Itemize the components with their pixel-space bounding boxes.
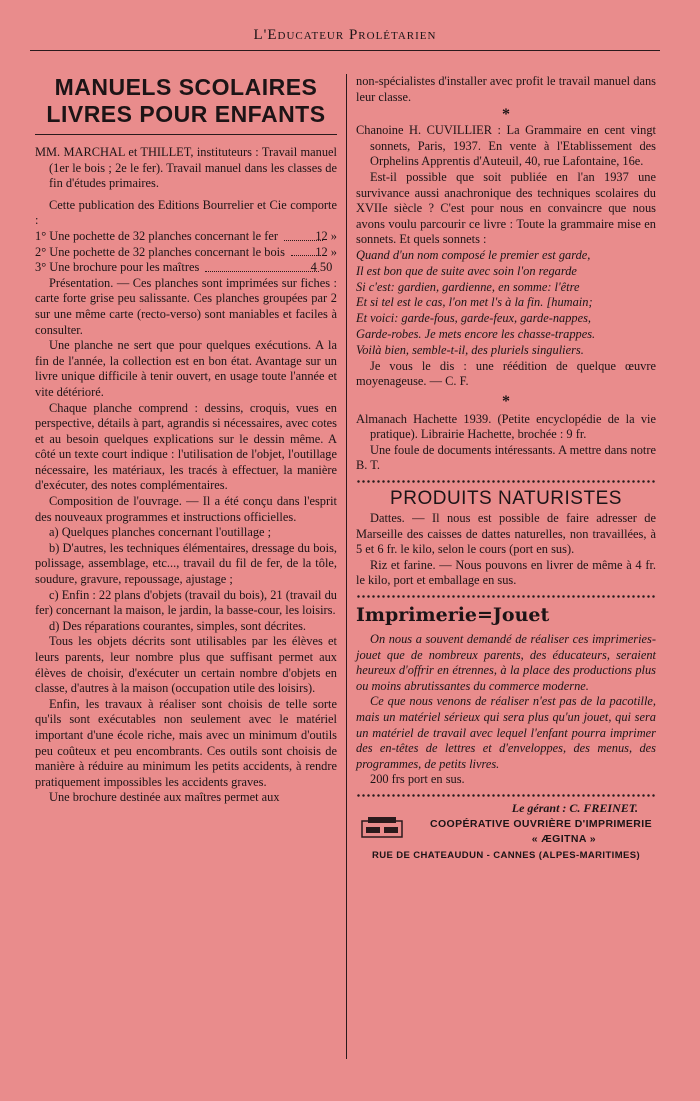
page-header: L'Educateur Prolétarien	[253, 27, 437, 43]
verse-line: Et si tel est le cas, l'on met l's à la fin. [humain;	[356, 295, 593, 310]
aegitna-line: « ÆGITNA »	[531, 833, 596, 846]
verse-line: Si c'est: gardien, gardienne, en somme: l'être	[356, 279, 580, 294]
book-reference: Chanoine H. CUVILLIER : La Grammaire en cent vingt sonnets, Paris, 1937. En vente à l'Etablissement des Orphelins Apprentis d'Auteuil, 40, rue Lafontaine, 16e.	[356, 123, 656, 169]
dotted-divider	[356, 479, 656, 484]
list-item	[35, 260, 337, 276]
paragraph: Enfin, les travaux à réaliser sont choisis de telle sorte qu'ils sont exécutables non seulement avec le matériel important d'une école riche, mais avec un minimum d'outils peu coûteux et peu encombrants. Ces outils sont choisis de manière à réduire au minimum les petits accidents, à rendre pratiquement impossibles les accidents graves.	[35, 696, 337, 789]
verse-line: Quand d'un nom composé le premier est garde,	[356, 247, 591, 262]
sonnet-quote	[356, 248, 656, 359]
paragraph: Dattes. — Il nous est possible de faire adresser de Marseille des caisses de dattes naturelles, non travaillées, à 5 et 6 fr. le kilo, selon le cours (port en sus).	[356, 511, 656, 557]
paragraph: Présentation. — Ces planches sont imprimées sur fiches : carte forte grise peu salissante. Ces planches groupées par 2 sur une même carte (recto-verso) sont maniables et faciles à consulter.	[35, 275, 337, 337]
paragraph: Riz et farine. — Nous pouvons en livrer de même à 4 fr. le kilo, port et emballage en sus.	[356, 557, 656, 588]
separator-star: *	[502, 106, 510, 124]
paragraph: c) Enfin : 22 plans d'objets (travail du bois), 21 (travail du fer) concernant la maison, le jardin, la basse-cour, les loisirs.	[35, 587, 337, 618]
item-text: 2° Une pochette de 32 planches concernant le bois	[35, 244, 285, 259]
paragraph: Une planche ne sert que pour quelques exécutions. A la fin de l'année, la collection est en bon état. Avantage sur un livre unique difficile à tenir ouvert, en usage toute l'année et vite détérioré.	[35, 338, 337, 399]
paragraph: Est-il possible que soit publiée en l'an 1937 une survivance aussi anachronique des techniques scolaires du XVIIe siècle ? C'est pour nous en convaincre que nous avons voulu parcourir ce livre : Toute la grammaire mise en sonnets. Et quels sonnets :	[356, 169, 656, 247]
book-reference: Almanach Hachette 1939. (Petite encyclopédie de la vie pratique). Librairie Hachette, brochée : 9 fr.	[356, 411, 656, 442]
paragraph: Cette publication des Editions Bourrelier et Cie comporte :	[35, 197, 337, 228]
verse-line: Garde-robes. Je mets encore les chasse-trappes.	[356, 326, 596, 341]
verse-line: Il est bon que de suite avec soin l'on regarde	[356, 263, 577, 278]
item-list	[35, 229, 337, 276]
dotted-divider	[356, 594, 656, 599]
paragraph: b) D'autres, les techniques élémentaires, dressage du bois, polissage, assemblage, etc..., travail du fil de fer, de la tôle, soudure, gravure, repoussage, ajustage ;	[35, 540, 337, 587]
paragraph: On nous a souvent demandé de réaliser ces imprimeries-jouet que de nombreux parents, des éducateurs, seraient heureux d'offrir en étrennes, à la place des productions plus ou moins abrutissantes du commerce moderne.	[356, 632, 656, 693]
header-rule	[30, 50, 660, 51]
gerant-line: Le gérant : C. FREINET.	[511, 800, 638, 815]
book-reference: MM. MARCHAL et THILLET, instituteurs : Travail manuel (1er le bois ; 2e le fer). Travail manuel dans les classes de fin d'études primaires.	[35, 145, 337, 191]
section-title-line2: LIVRES POUR ENFANTS	[46, 101, 326, 127]
paragraph: a) Quelques planches concernant l'outillage ;	[49, 525, 272, 540]
paragraph: Tous les objets décrits sont utilisables par les élèves et leurs parents, leur nombre plus que suffisant permet aux élèves de choisir, d'exécuter un certain nombre d'objets en classe, d'autres à la maison (occupation utile des loisirs).	[35, 634, 337, 696]
paragraph: d) Des réparations courantes, simples, sont décrites.	[49, 618, 307, 633]
item-text: 1° Une pochette de 32 planches concernant le fer	[35, 228, 279, 243]
dotted-divider	[356, 793, 656, 798]
address-line: RUE DE CHATEAUDUN - CANNES (ALPES-MARITIMES)	[371, 849, 641, 861]
paragraph: Une brochure destinée aux maîtres permet aux	[49, 790, 280, 805]
printer-logo-icon	[360, 815, 404, 841]
produits-title: PRODUITS NATURISTES	[390, 488, 622, 510]
item-price: 4 50	[310, 260, 333, 275]
paragraph: Je vous le dis : une réédition de quelque œuvre moyenageuse. — C. F.	[356, 358, 656, 389]
column-divider	[346, 74, 347, 1059]
title-rule	[35, 134, 337, 135]
item-price: 12 »	[315, 244, 337, 259]
list-item	[35, 245, 337, 261]
verse-line: Voilà bien, semble-t-il, des pluriels singuliers.	[356, 342, 584, 357]
imprint-block	[356, 801, 656, 863]
paragraph: Ce que nous venons de réaliser n'est pas de la pacotille, mais un matériel sérieux qui sera plus qu'un jouet, qui sera un matériel de travail avec lequel l'enfant pourra imprimer des en-têtes de lettres et d'enveloppes, des menus, des programmes, de petits livres.	[356, 694, 656, 771]
left-column	[35, 74, 337, 806]
cooperative-line: COOPÉRATIVE OUVRIÈRE D'IMPRIMERIE	[429, 817, 652, 830]
item-text: 3° Une brochure pour les maîtres	[35, 260, 200, 275]
verse-line: Et voici: garde-fous, garde-feux, garde-nappes,	[356, 311, 592, 326]
jouet-title: Imprimerie=Jouet	[356, 604, 550, 627]
list-item	[35, 229, 337, 245]
paragraph: Composition de l'ouvrage. — Il a été conçu dans l'esprit des nouveaux programmes et instructions officielles.	[35, 494, 337, 524]
paragraph: Chaque planche comprend : dessins, croquis, vues en perspective, détails à part, agrandis si nécessaires, avec cotes et au besoin quelques explications sur le dessin même. A côté un texte court indique : l'utilisation de l'objet, l'outillage nécessaire, les matériaux, les tracés à effectuer, la manière d'exécuter, des notes complémentaires.	[35, 400, 337, 493]
item-price: 12 »	[315, 228, 337, 243]
separator-star: *	[502, 392, 510, 410]
dot-leader	[205, 260, 318, 272]
paragraph: non-spécialistes d'installer avec profit le travail manuel dans leur classe.	[356, 74, 656, 104]
section-title-line1: MANUELS SCOLAIRES	[54, 74, 318, 100]
price-note: 200 frs port en sus.	[370, 772, 465, 787]
paragraph: Une foule de documents intéressants. A mettre dans notre B. T.	[356, 442, 656, 473]
page	[30, 24, 660, 1074]
right-column	[356, 74, 656, 863]
